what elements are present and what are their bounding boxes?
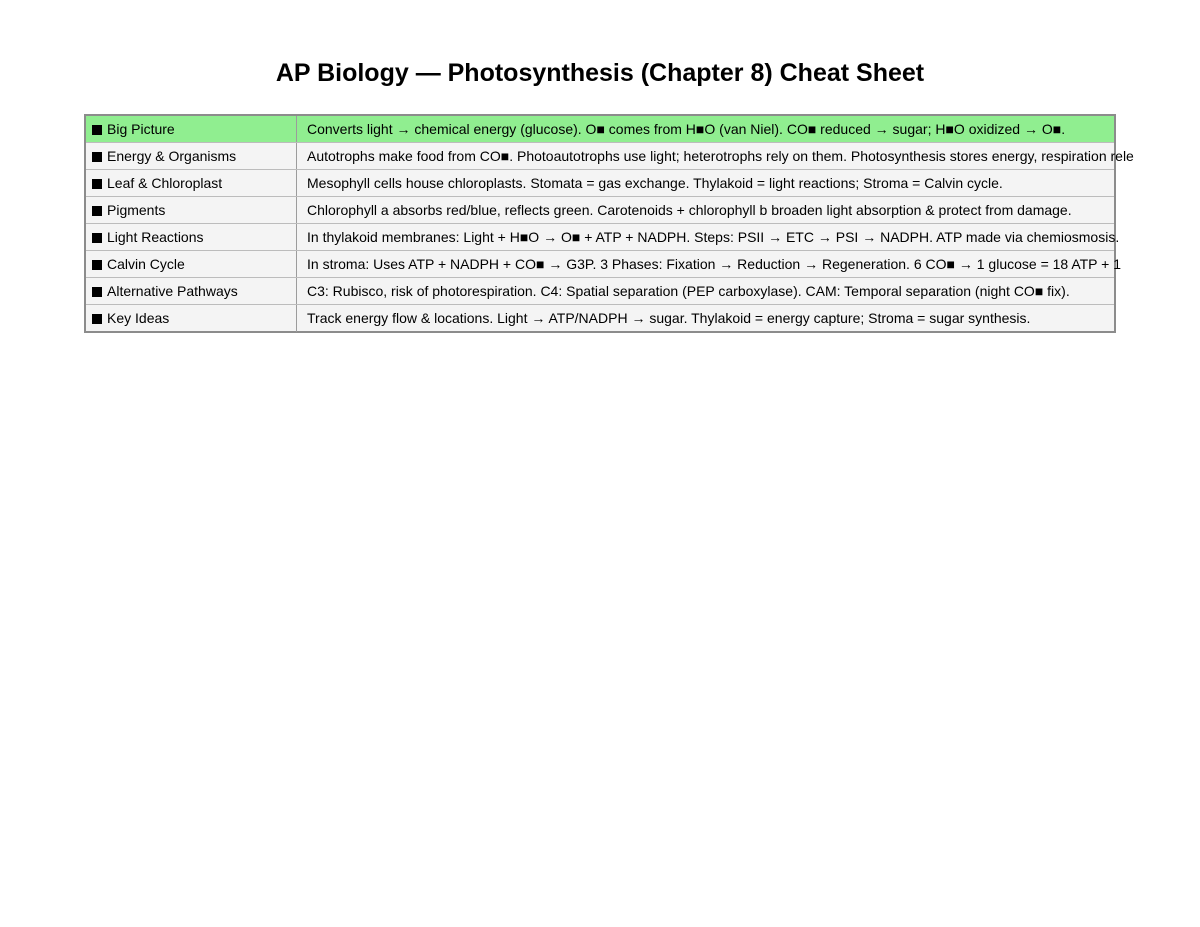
black-square-icon xyxy=(92,287,102,297)
topic-label: Alternative Pathways xyxy=(107,283,238,299)
topic-cell xyxy=(86,170,297,196)
topic-label: Light Reactions xyxy=(107,229,204,245)
table-row xyxy=(86,251,1121,278)
topic-label: Leaf & Chloroplast xyxy=(107,175,223,191)
topic-cell xyxy=(86,143,297,169)
topic-cell xyxy=(86,251,297,277)
black-square-icon xyxy=(92,233,102,243)
topic-cell xyxy=(86,305,297,332)
black-square-icon xyxy=(92,179,102,189)
detail-cell: Chlorophyll a absorbs red/blue, reflects green. Carotenoids + chlorophyll b broaden light absorption & protect from damage. xyxy=(307,202,1072,218)
black-square-icon xyxy=(92,314,102,324)
topic-label: Pigments xyxy=(107,202,166,218)
topic-cell xyxy=(86,278,297,304)
detail-cell: Track energy flow & locations. Light → ATP/NADPH → sugar. Thylakoid = energy capture; Stroma = sugar synthesis. xyxy=(307,310,1031,326)
table-row xyxy=(86,170,1114,197)
black-square-icon xyxy=(92,206,102,216)
topic-label: Big Picture xyxy=(107,121,175,137)
topic-cell xyxy=(86,116,297,142)
black-square-icon xyxy=(92,125,102,135)
table-row xyxy=(86,143,1134,170)
black-square-icon xyxy=(92,152,102,162)
detail-cell: C3: Rubisco, risk of photorespiration. C4: Spatial separation (PEP carboxylase). CAM: Temporal separation (night CO■ fix). xyxy=(307,283,1070,299)
detail-cell: Converts light → chemical energy (glucose). O■ comes from H■O (van Niel). CO■ reduced → sugar; H■O oxidized → O■. xyxy=(307,121,1066,137)
cheat-sheet-table xyxy=(84,114,1134,333)
table-row xyxy=(86,305,1114,332)
topic-label: Key Ideas xyxy=(107,310,170,326)
table-row xyxy=(86,278,1114,305)
detail-cell: In thylakoid membranes: Light + H■O → O■ + ATP + NADPH. Steps: PSII → ETC → PSI → NADPH. ATP made via chemiosmosis. xyxy=(307,229,1120,245)
black-square-icon xyxy=(92,260,102,270)
topic-label: Energy & Organisms xyxy=(107,148,237,164)
detail-cell: Autotrophs make food from CO■. Photoautotrophs use light; heterotrophs rely on them. Photosynthesis stores energy, respiration rele xyxy=(307,148,1134,164)
detail-cell: In stroma: Uses ATP + NADPH + CO■ → G3P. 3 Phases: Fixation → Reduction → Regeneration. 6 CO■ → 1 glucose = 18 ATP + 1 xyxy=(307,256,1121,272)
page-title: AP Biology — Photosynthesis (Chapter 8) Cheat Sheet xyxy=(275,59,925,87)
topic-cell xyxy=(86,197,297,223)
topic-label: Calvin Cycle xyxy=(107,256,185,272)
table-row xyxy=(86,116,1114,143)
topic-cell xyxy=(86,224,297,250)
table-row xyxy=(86,224,1120,251)
detail-cell: Mesophyll cells house chloroplasts. Stomata = gas exchange. Thylakoid = light reactions; Stroma = Calvin cycle. xyxy=(307,175,1003,191)
table-row xyxy=(86,197,1114,224)
